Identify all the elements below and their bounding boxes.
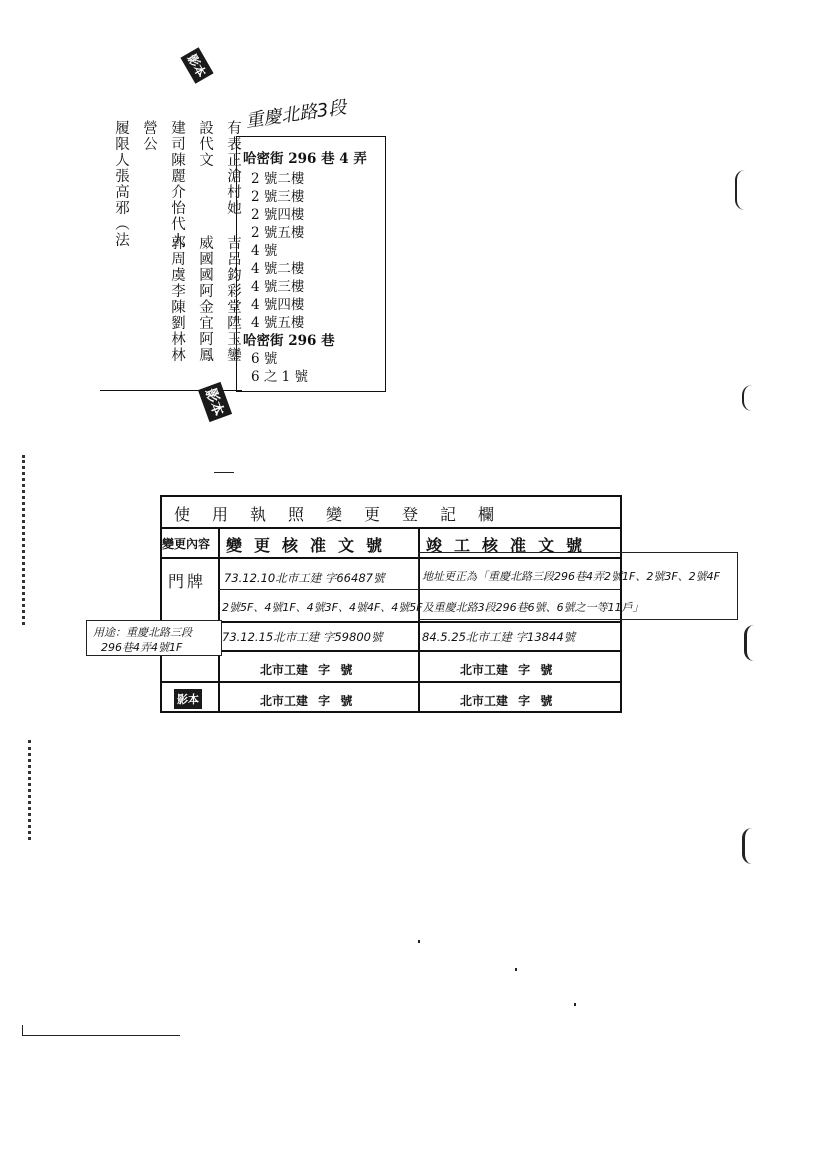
row3-completion-approval: 北市工建 字 號	[460, 663, 553, 677]
address-line: 6 號	[251, 351, 278, 367]
table-rule	[160, 650, 622, 652]
applicant-col-1: 有表正滄村她	[225, 120, 241, 216]
address-line: 6 之 1 號	[251, 369, 309, 385]
applicant-col-5: 履限人張高邪（法	[113, 120, 129, 248]
bottom-left-line	[22, 1035, 180, 1036]
left-margin-noise	[22, 455, 43, 625]
side-note-line-2: 296巷4弄4號1F	[101, 641, 183, 654]
table-bottom-rule	[160, 711, 622, 713]
side-note-line-1: 用途：重慶北路三段	[93, 626, 192, 639]
table-top-rule	[160, 495, 622, 497]
scan-speck	[515, 968, 517, 971]
applicant-col-3b: 郭周虞李陳劉林林	[169, 235, 185, 363]
address-box	[236, 136, 386, 392]
applicant-col-2b: 威國國阿金宜阿鳳	[197, 235, 213, 363]
applicant-col-2: 設代文	[197, 120, 213, 168]
address-line: 2 號四樓	[251, 207, 305, 223]
applicant-col-1b: 吉呂鈞彩堂陞玉鑾	[225, 235, 241, 363]
address-line: 4 號四樓	[251, 297, 305, 313]
bottom-left-line	[22, 1025, 23, 1035]
row2-completion-approval: 84.5.25北市工建 字13844號	[422, 630, 576, 644]
header-completion-approval: 竣工核准文號	[426, 536, 595, 555]
row4-completion-approval: 北市工建 字 號	[460, 694, 553, 708]
applicant-col-3: 建司陳麗介怡代人	[169, 120, 185, 248]
binding-hole-mark	[735, 170, 751, 210]
header-change-content: 變更內容	[162, 537, 211, 551]
address-line: 2 號二樓	[251, 171, 305, 187]
row-label-door-number: 門牌	[168, 572, 207, 591]
row1-change-approval: 73.12.10北市工建 字66487號	[224, 571, 385, 585]
binding-hole-mark	[744, 625, 761, 661]
table-rule	[160, 527, 622, 529]
applicant-col-4: 營公	[141, 120, 157, 152]
scan-speck	[214, 472, 234, 473]
row1-continuation: 2號5F、4號1F、4號3F、4號4F、4號5F及重慶北路3段296巷6號、6號之一等11戶」	[222, 601, 644, 614]
left-margin-noise	[28, 740, 49, 840]
table-title: 使用執照變更登記欄	[174, 505, 517, 524]
table-rule	[160, 681, 622, 683]
row2-change-approval: 73.12.15北市工建 字59800號	[222, 630, 383, 644]
applicant-block	[100, 115, 242, 391]
row4-change-approval: 北市工建 字 號	[260, 694, 353, 708]
rotated-stamp-middle: 影本	[198, 382, 232, 422]
row3-change-approval: 北市工建 字 號	[260, 663, 353, 677]
scan-speck	[574, 1003, 576, 1006]
address-line: 2 號三樓	[251, 189, 305, 205]
address-line: 4 號三樓	[251, 279, 305, 295]
address-header-1: 哈密街 296 巷 4 弄	[243, 151, 367, 167]
address-header-2: 哈密街 296 巷	[243, 333, 335, 349]
scan-speck	[418, 940, 420, 943]
usage-side-note	[86, 620, 222, 656]
address-line: 4 號五樓	[251, 315, 305, 331]
row1-completion-note: 地址更正為「重慶北路三段296巷4弄2號1F、2號3F、2號4F	[422, 570, 720, 583]
rotated-stamp-top: 影本	[180, 47, 213, 83]
binding-hole-mark	[742, 828, 761, 864]
address-line: 2 號五樓	[251, 225, 305, 241]
address-line: 4 號	[251, 243, 278, 259]
address-line: 4 號二樓	[251, 261, 305, 277]
row1-overlay-box	[418, 552, 738, 620]
header-change-approval: 變更核准文號	[226, 536, 395, 555]
binding-hole-mark	[742, 385, 756, 411]
row4-stamp: 影本	[174, 689, 202, 709]
table-rule	[160, 621, 622, 623]
handwritten-road-note: 重慶北路3段	[244, 97, 348, 132]
